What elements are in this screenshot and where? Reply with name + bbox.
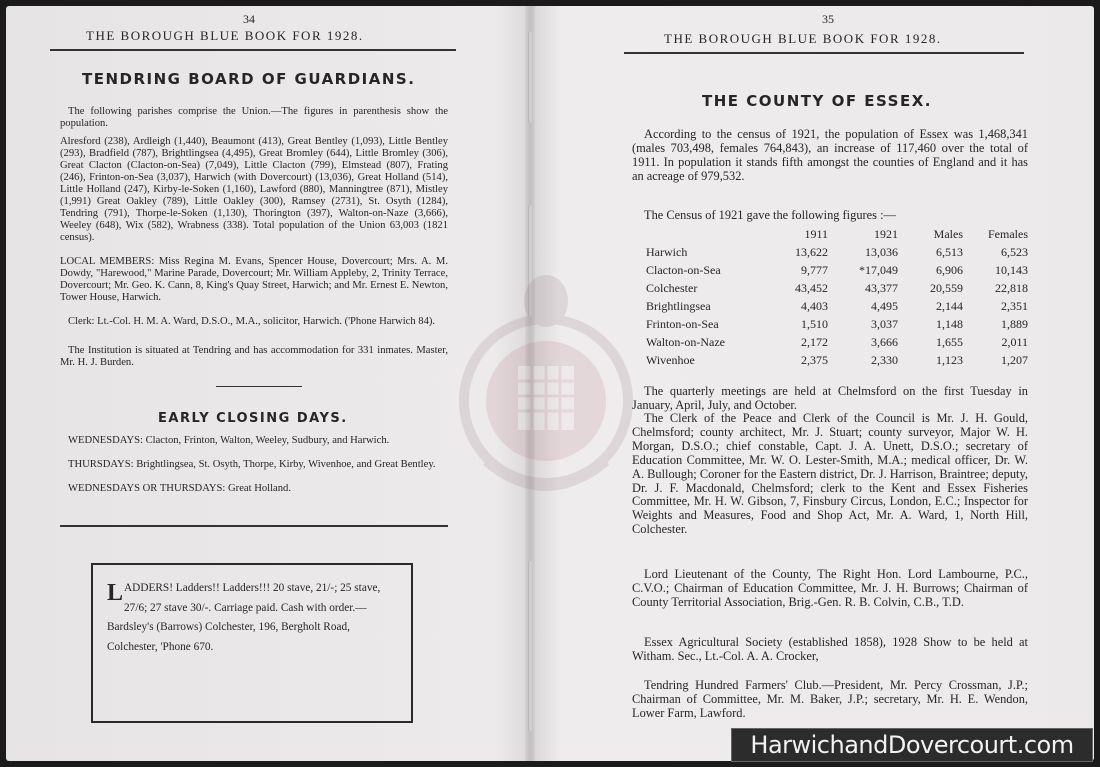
advert-rule [60,525,448,527]
census-caption [644,209,1028,223]
site-watermark [731,728,1093,762]
running-head: THE BOROUGH BLUE BOOK FOR 1928. [664,31,942,46]
census-value-cell: 2,330 [871,352,898,367]
officials-notice [632,412,1028,537]
advert-body: ADDERS! Ladders!! Ladders!!! 20 stave, 21/-; 25 stave, 27/6; 27 stave 30/-. Carriage paid. Cash with order.—Bardsley's (Barrows) Colchester, 196, Bergholt Road, Colchester, 'Phone 670. [107,582,381,653]
census-town-cell: Frinton-on-Sea [646,316,719,331]
agricultural-notice [632,636,1028,664]
closing-either [60,483,448,495]
census-value-cell: 13,622 [795,244,828,259]
guardians-intro-text: The following parishes comprise the Union.—The figures in parenthesis show the population. [60,106,448,129]
right-page [538,6,1094,761]
header-rule [50,49,456,51]
left-page [6,6,522,761]
local-members-text: LOCAL MEMBERS: Miss Regina M. Evans, Spencer House, Dovercourt; Mrs. A. M. Dowdy, "Harewood," Marine Parade, Dovercourt; Mr. William Appleby, 2, Trinity Terrace, Dovercourt; Mr. Geo. K. Cann, 8, King's Quay Street, Harwich; and Mr. Ernest E. Newton, Tower House, Harwich. [60,256,448,303]
census-value-cell: 6,513 [936,244,963,259]
institution-text: The Institution is situated at Tendring and has accommodation for 331 inmates. Master, Mr. H. J. Burden. [60,345,448,368]
farmers-notice [632,679,1028,721]
census-value-cell: 13,036 [865,244,898,259]
closing-title: EARLY CLOSING DAYS. [158,411,348,426]
census-value-cell: 1,655 [936,334,963,349]
census-row [646,351,1028,369]
census-table [646,225,1028,369]
institution-notice [60,345,448,369]
census-value-cell: 2,011 [1001,334,1028,349]
closing-thursdays [60,459,448,471]
meetings-text: The quarterly meetings are held at Chelmsford on the first Tuesday in January, April, July, and October. [632,384,1028,412]
census-town-cell: Harwich [646,244,688,259]
running-head: THE BOROUGH BLUE BOOK FOR 1928. [86,28,364,43]
clerk-notice [60,316,448,328]
agricultural-text: Essex Agricultural Society (established 1858), 1928 Show to be held at Witham. Sec., Lt.-Col. A. A. Crocker, [632,635,1028,663]
census-value-cell: 4,403 [801,298,828,313]
census-value-cell: 3,666 [871,334,898,349]
closing-wednesdays [60,435,448,447]
census-value-cell: 6,906 [936,262,963,277]
census-intro [632,128,1028,184]
census-value-cell: 2,172 [801,334,828,349]
census-town-cell: Brightlingsea [646,298,711,313]
closing-thursdays-text: THURSDAYS: Brightlingsea, St. Osyth, Thorpe, Kirby, Wivenhoe, and Great Bentley. [68,459,436,470]
advert-dropcap: L [107,580,124,606]
census-value-cell: 9,777 [801,262,828,277]
header-rule [624,52,1024,54]
census-row [646,297,1028,315]
census-row [646,261,1028,279]
lieutenant-text: Lord Lieutenant of the County, The Right Hon. Lord Lambourne, P.C., C.V.O.; Chairman of Education Committee, Mr. J. H. Burrows; Chairman of County Territorial Association, Brig.-Gen. R. B. Colvin, C.B., T.D. [632,567,1028,609]
closing-either-text: WEDNESDAYS OR THURSDAYS: Great Holland. [68,483,291,494]
section-divider [216,386,302,387]
census-town-cell: Wivenhoe [646,352,695,367]
census-header-cell [646,225,758,243]
census-value-cell: 1,123 [936,352,963,367]
parish-list [60,136,448,244]
officials-text: The Clerk of the Peace and Clerk of the Council is Mr. J. H. Gould, Chelmsford; county architect, Mr. J. Stuart; county surveyor, Major W. H. Morgan, D.S.O.; chief constable, Capt. J. A. Unett, D.S.O.; secretary of Education Committee, Mr. W. O. Lester-Smith, M.A.; medical officer, Dr. W. A. Bullough; Coroner for the Eastern district, Dr. J. Harrison, Braintree; deputy, Dr. J. F. Macdonald, Chelmsford; clerk to the Kent and Essex Fisheries Committee, Mr. H. W. Gibson, 7, Finsbury Circus, London, E.C.; Inspector for Weights and Measures, Food and Shop Act, Mr. A. Ward, 1, North Hill, Colchester. [632,411,1028,537]
census-value-cell: 20,559 [930,280,963,295]
census-value-cell: 3,037 [871,316,898,331]
census-caption-text: The Census of 1921 gave the following figures :— [644,208,896,222]
census-value-cell: 2,351 [1001,298,1028,313]
guardians-title: TENDRING BOARD OF GUARDIANS. [82,70,416,88]
census-row [646,315,1028,333]
census-body [646,225,1028,369]
census-value-cell: 43,377 [865,280,898,295]
census-header-row [646,225,1028,243]
census-value-cell: 10,143 [995,262,1028,277]
census-header-cell: Males [933,226,963,241]
census-value-cell: 1,148 [936,316,963,331]
closing-wednesdays-text: WEDNESDAYS: Clacton, Frinton, Walton, Weeley, Sudbury, and Harwich. [68,435,390,446]
parish-list-text: Alresford (238), Ardleigh (1,440), Beaumont (413), Great Bentley (1,093), Little Bentley (293), Bradfield (787), Brightlingsea (4,495), Great Bromley (644), Little Bromley (306), Great Clacton (Clacton-on-Sea) (7,049), Little Clacton (799), Elmstead (807), Frating (246), Frinton-on-Sea (3,037), Harwich (with Dovercourt) (13,036), Great Holland (514), Little Holland (247), Kirby-le-Soken (1,160), Lawford (880), Manningtree (871), Mistley (1,991) Great Oakley (789), Little Oakley (300), Ramsey (2731), St. Osyth (1284), Tendring (791), Thorpe-le-Soken (1,130), Thorington (397), Walton-on-Naze (3,666), Weeley (648), Wix (582), Wrabness (338). Total population of the Union 63,003 (1821 census). [60,136,448,243]
census-row [646,243,1028,261]
advert-text [107,579,395,657]
census-value-cell: 22,818 [995,280,1028,295]
census-value-cell: 4,495 [871,298,898,313]
binding-stitch [528,561,532,731]
census-header-cell: 1921 [874,226,898,241]
census-intro-text: According to the census of 1921, the population of Essex was 1,468,341 (males 703,498, females 764,843), an increase of 117,460 over the total of 1911. In population it stands fifth amongst the counties of England and it has an acreage of 979,532. [632,127,1028,183]
census-header-cell: 1911 [804,226,828,241]
census-value-cell: 6,523 [1001,244,1028,259]
census-row [646,279,1028,297]
local-members [60,256,448,304]
meetings-notice [632,385,1028,413]
census-value-cell: 1,207 [1001,352,1028,367]
binding-stitch [528,32,532,122]
watermark-text: HarwichandDovercourt.com [750,731,1074,759]
census-value-cell: *17,049 [859,262,898,277]
census-value-cell: 2,144 [936,298,963,313]
census-town-cell: Colchester [646,280,698,295]
page-number: 35 [822,12,834,26]
census-header-cell: Females [988,226,1028,241]
book-spread [6,6,1094,761]
census-value-cell: 1,510 [801,316,828,331]
ladders-advert [91,563,413,723]
essex-title: THE COUNTY OF ESSEX. [702,92,932,110]
guardians-intro [60,106,448,130]
census-value-cell: 2,375 [801,352,828,367]
census-value-cell: 1,889 [1001,316,1028,331]
census-row [646,333,1028,351]
farmers-text: Tendring Hundred Farmers' Club.—President, Mr. Percy Crossman, J.P.; Chairman of Committee, Mr. M. Baker, J.P.; secretary, Mr. H. E. Wendon, Lower Farm, Lawford. [632,678,1028,720]
census-town-cell: Clacton-on-Sea [646,262,721,277]
census-value-cell: 43,452 [795,280,828,295]
lieutenant-notice [632,568,1028,610]
clerk-text: Clerk: Lt.-Col. H. M. A. Ward, D.S.O., M.A., solicitor, Harwich. ('Phone Harwich 84). [68,316,436,327]
page-number: 34 [243,12,255,26]
census-town-cell: Walton-on-Naze [646,334,725,349]
